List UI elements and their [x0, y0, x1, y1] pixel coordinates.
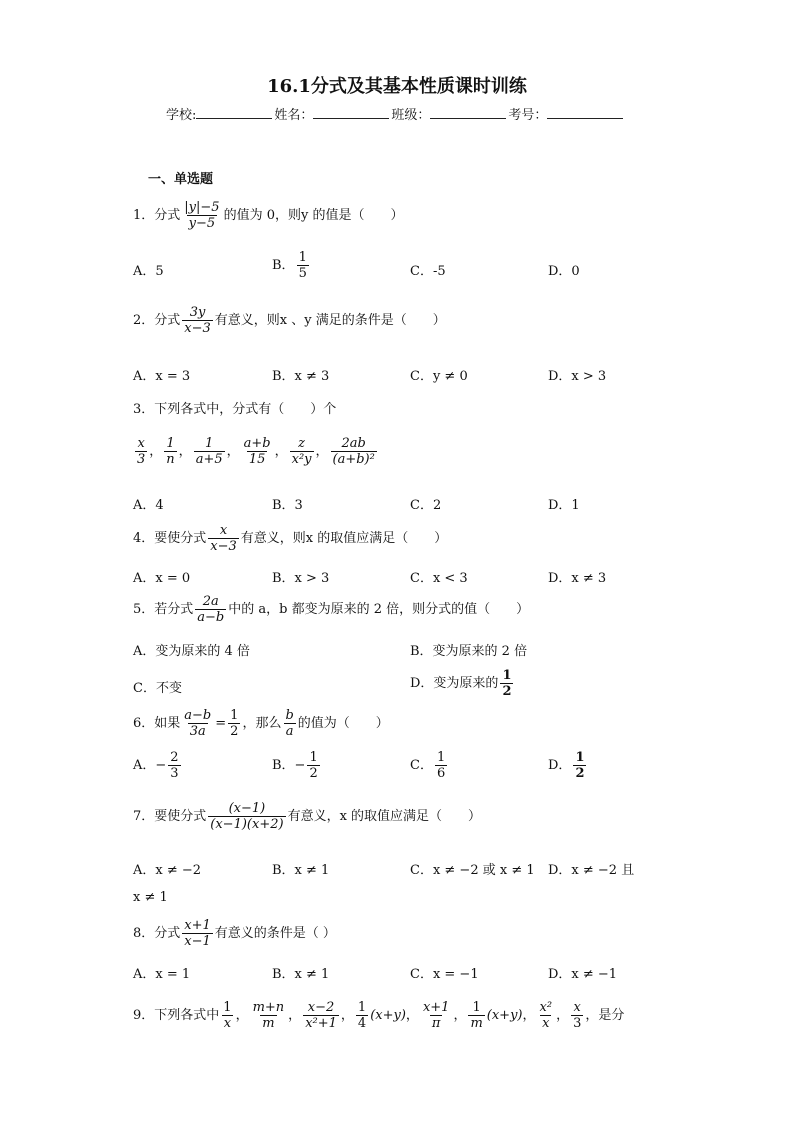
q9-suffix: ，是分 — [585, 1008, 625, 1023]
school-label: 学校: — [166, 108, 197, 123]
page-title: 16.1分式及其基本性质课时训练 — [267, 76, 527, 97]
q4-option-b[interactable]: B．x > 3 — [272, 571, 330, 586]
q9-sep-1: ， — [235, 1008, 249, 1023]
q1-option-d[interactable]: D．0 — [548, 264, 580, 279]
q9-expr-3 — [303, 1000, 339, 1031]
q9-expr-7 — [538, 1000, 555, 1031]
q6-c-fraction — [435, 750, 447, 781]
q9-expr-6 — [468, 1000, 484, 1031]
q6-prefix: 6．如果 — [133, 716, 181, 731]
q6-f3-num: b — [285, 708, 294, 723]
q9-e5-num: x+1 — [422, 1000, 450, 1015]
class-blank[interactable] — [430, 106, 506, 119]
q4-option-a[interactable]: A．x = 0 — [133, 571, 191, 586]
q1-fraction — [182, 200, 221, 231]
q9-e6-tail: (x+y) — [486, 1008, 523, 1023]
q6-a-den: 3 — [170, 766, 179, 781]
q7-option-d[interactable]: D．x ≠ −2 且 — [548, 863, 635, 878]
q8-frac-num: x+1 — [184, 918, 211, 933]
q6-f3-den: a — [285, 724, 294, 739]
q6-fraction-2 — [228, 708, 240, 739]
q9-e8-num: x — [573, 1000, 581, 1015]
q1-b-num: 1 — [298, 250, 307, 265]
q9-sep-5: ， — [453, 1008, 467, 1023]
q1-frac-num: |y|−5 — [184, 200, 220, 215]
q3-expr-3 — [194, 436, 225, 467]
q7-fraction — [208, 801, 285, 832]
q2-option-c[interactable]: C．y ≠ 0 — [410, 369, 468, 384]
q6-c-den: 6 — [436, 766, 446, 781]
q9-sep-7: ， — [556, 1008, 570, 1023]
q9-expr-2 — [251, 1000, 287, 1031]
q9-e1-num: 1 — [223, 1000, 232, 1015]
q9-sep-4: ， — [405, 1008, 419, 1023]
q9-prefix: 9．下列各式中 — [133, 1008, 220, 1023]
q3-e3-den: a+5 — [195, 452, 223, 467]
q2-frac-den: x−3 — [184, 321, 211, 336]
q7-suffix: 有意义，x 的取值应满足（ ） — [287, 809, 482, 824]
q6-b-fraction — [307, 750, 319, 781]
q9-e4-tail: (x+y) — [370, 1008, 406, 1023]
q9-e4-den: 4 — [357, 1016, 367, 1031]
q1-prefix: 1．分式 — [133, 208, 181, 223]
q5-d-den: 2 — [502, 684, 512, 699]
exam-no-label: 考号： — [508, 108, 548, 123]
q5-fraction — [195, 594, 226, 625]
q6-a-num: 2 — [170, 750, 179, 765]
q1-option-b[interactable] — [272, 250, 311, 281]
q6-c-num: 1 — [436, 750, 446, 765]
q3-expr-4 — [242, 436, 273, 467]
q3-e2-den: n — [166, 452, 175, 467]
q5-option-b[interactable]: B．变为原来的 2 倍 — [410, 644, 528, 659]
q4-option-c[interactable]: C．x < 3 — [410, 571, 468, 586]
question-2 — [133, 305, 446, 336]
q9-e3-den: x²+1 — [305, 1016, 337, 1031]
q3-option-d[interactable]: D．1 — [548, 498, 580, 513]
q6-fraction-3 — [283, 708, 295, 739]
q8-option-c[interactable]: C．x = −1 — [410, 967, 479, 982]
q9-expr-4 — [356, 1000, 368, 1031]
question-8 — [133, 918, 336, 949]
q7-option-d-cont: x ≠ 1 — [133, 890, 168, 905]
q5-prefix: 5．若分式 — [133, 602, 194, 617]
q6-d-den: 2 — [575, 766, 585, 781]
q9-e3-num: x−2 — [307, 1000, 335, 1015]
q9-e4-num: 1 — [357, 1000, 367, 1015]
q3-expressions: $\frac{x}{3}$ ， $\frac{1}{n}$ ， $\frac{1}{a+5}$ ， $\frac{a+b}{15}$ ， $\frac{z}{\text{x²y}}$ ， $\frac{2ab}{\text{(a+b)²}}$ — [137, 436, 375, 467]
q9-sep-3: ， — [340, 1008, 354, 1023]
q9-expr-1 — [221, 1000, 233, 1031]
q9-expr-5 — [421, 1000, 452, 1031]
q6-option-b[interactable] — [272, 750, 322, 781]
name-blank[interactable] — [313, 106, 389, 119]
q9-e7-den: x — [542, 1016, 550, 1031]
question-4 — [133, 523, 447, 554]
q3-option-a[interactable]: A．4 — [133, 498, 164, 513]
school-blank[interactable] — [196, 106, 272, 119]
q8-option-b[interactable]: B．x ≠ 1 — [272, 967, 330, 982]
q9-expr-8 — [571, 1000, 583, 1031]
q6-c-label: C． — [410, 758, 433, 773]
q5-option-a[interactable]: A．变为原来的 4 倍 — [133, 644, 250, 659]
q2-prefix: 2．分式 — [133, 313, 181, 328]
q4-option-d[interactable]: D．x ≠ 3 — [548, 571, 607, 586]
exam-no-blank[interactable] — [547, 106, 623, 119]
class-label: 班级： — [391, 108, 431, 123]
q4-suffix: 有意义，则x 的取值应满足（ ） — [240, 531, 448, 546]
q5-frac-num: 2a — [202, 594, 219, 609]
q2-option-b[interactable]: B．x ≠ 3 — [272, 369, 330, 384]
q1-b-label: B． — [272, 258, 295, 273]
q3-e5-num: z — [298, 436, 305, 451]
q9-e6-num: 1 — [472, 1000, 481, 1015]
q3-e2-num: 1 — [166, 436, 175, 451]
q8-prefix: 8．分式 — [133, 926, 181, 941]
q5-frac-den: a−b — [197, 610, 225, 625]
q9-e8-den: 3 — [573, 1016, 582, 1031]
q9-e7-num: x² — [539, 1000, 553, 1015]
q8-suffix: 有意义的条件是（ ） — [214, 926, 336, 941]
q3-expr-6 — [331, 436, 377, 467]
q9-e2-den: m — [262, 1016, 275, 1031]
q3-e6-num: 2ab — [341, 436, 366, 451]
q7-prefix: 7．要使分式 — [133, 809, 207, 824]
q6-suffix: 的值为（ ） — [297, 716, 389, 731]
q4-fraction — [208, 523, 239, 554]
q6-d-num: 1 — [575, 750, 585, 765]
q3-e4-num: a+b — [243, 436, 271, 451]
question-5 — [133, 594, 529, 625]
q7-option-a[interactable]: A．x ≠ −2 — [133, 863, 202, 878]
question-3: 3．下列各式中，分式有（ ）个 — [133, 402, 337, 417]
q9-sep-2: ， — [288, 1008, 302, 1023]
q2-option-a[interactable]: A．x = 3 — [133, 369, 191, 384]
q2-suffix: 有意义，则x 、y 满足的条件是（ ） — [214, 313, 446, 328]
q6-b-label: B．− — [272, 758, 306, 773]
q6-f1-num: a−b — [184, 708, 212, 723]
q3-expr-5 — [290, 436, 314, 467]
q6-option-d[interactable] — [548, 750, 588, 781]
student-info-line — [166, 104, 625, 123]
q8-option-a[interactable]: A．x = 1 — [133, 967, 191, 982]
q8-option-d[interactable]: D．x ≠ −1 — [548, 967, 618, 982]
q6-eq: = — [215, 716, 227, 731]
q3-e1-den: 3 — [137, 452, 146, 467]
question-6 — [133, 708, 389, 739]
q3-option-b[interactable]: B．3 — [272, 498, 303, 513]
q2-option-d[interactable]: D．x > 3 — [548, 369, 607, 384]
q3-e4-den: 15 — [248, 452, 266, 467]
q6-d-label: D． — [548, 758, 572, 773]
q6-f1-den: 3a — [189, 724, 206, 739]
q3-expr-1 — [135, 436, 147, 467]
q6-middle: ，那么 — [242, 716, 282, 731]
section-title: 一、单选题 — [148, 172, 214, 187]
q1-b-den: 5 — [298, 266, 307, 281]
q5-d-label: D．变为原来的 — [410, 676, 499, 691]
q9-e2-num: m+n — [252, 1000, 285, 1015]
q6-option-a[interactable] — [133, 750, 183, 781]
question-9 — [133, 1000, 624, 1031]
q4-frac-den: x−3 — [210, 539, 237, 554]
q2-frac-num: 3y — [189, 305, 206, 320]
q7-option-c[interactable]: C．x ≠ −2 或 x ≠ 1 — [410, 863, 535, 878]
q9-sep-6: ， — [522, 1008, 536, 1023]
q5-option-c[interactable]: C．不变 — [133, 681, 182, 696]
q7-frac-den: (x−1)(x+2) — [210, 817, 284, 832]
q1-suffix: 的值为 0，则y 的值是（ ） — [223, 208, 404, 223]
q2-fraction — [182, 305, 213, 336]
q3-e6-den: (a+b)² — [332, 452, 375, 467]
q3-e5-den: x²y — [291, 452, 312, 467]
q5-option-d[interactable] — [410, 668, 515, 699]
q6-a-label: A．− — [133, 758, 167, 773]
q6-d-fraction — [573, 750, 586, 781]
q6-f2-num: 1 — [230, 708, 239, 723]
q9-e1-den: x — [223, 1016, 232, 1031]
q8-frac-den: x−1 — [184, 934, 211, 949]
q9-e6-den: m — [470, 1016, 483, 1031]
q7-option-b[interactable]: B．x ≠ 1 — [272, 863, 330, 878]
q6-b-num: 1 — [309, 750, 318, 765]
q3-e3-num: 1 — [205, 436, 214, 451]
q5-d-num: 1 — [502, 668, 512, 683]
q3-e1-num: x — [137, 436, 145, 451]
name-label: 姓名： — [274, 108, 314, 123]
q3-option-c[interactable]: C．2 — [410, 498, 442, 513]
q3-expr-2 — [164, 436, 176, 467]
q9-e5-den: π — [431, 1016, 441, 1031]
q6-a-fraction — [168, 750, 180, 781]
question-7 — [133, 801, 481, 832]
q5-d-fraction — [500, 668, 513, 699]
q1-b-fraction — [297, 250, 309, 281]
q6-f2-den: 2 — [230, 724, 239, 739]
q6-b-den: 2 — [309, 766, 318, 781]
q1-option-c[interactable]: C．-5 — [410, 264, 446, 279]
q4-prefix: 4．要使分式 — [133, 531, 207, 546]
q1-frac-den: y−5 — [188, 216, 216, 231]
q6-option-c[interactable] — [410, 750, 449, 781]
q1-option-a[interactable]: A．5 — [133, 264, 164, 279]
q8-fraction — [182, 918, 213, 949]
q5-suffix: 中的 a，b 都变为原来的 2 倍，则分式的值（ ） — [228, 602, 530, 617]
q7-frac-num: (x−1) — [228, 801, 266, 816]
q4-frac-num: x — [219, 523, 228, 538]
question-1 — [133, 200, 403, 231]
q6-fraction-1 — [182, 708, 213, 739]
